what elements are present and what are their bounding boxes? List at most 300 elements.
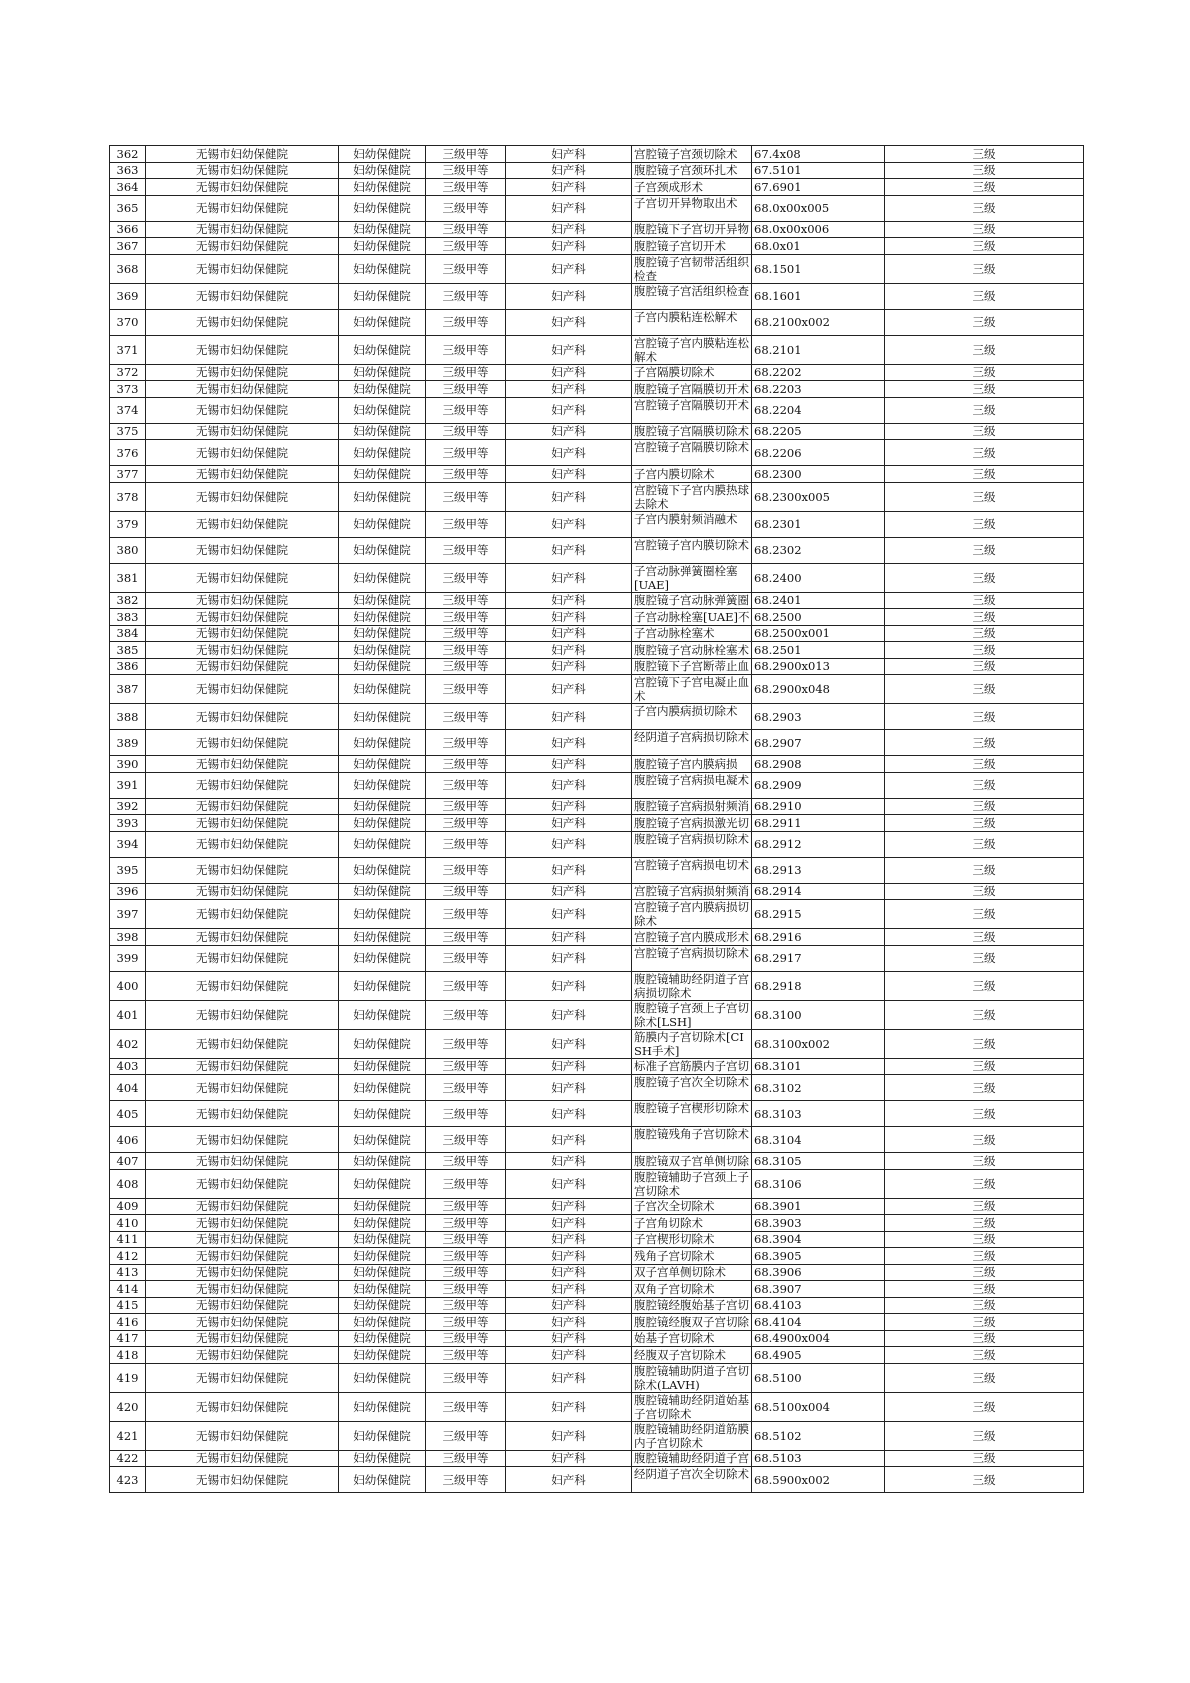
grade-cell: 三级甲等 [426, 609, 506, 626]
procedure-code-cell: 68.2101 [752, 335, 885, 364]
row-number-cell: 387 [110, 675, 146, 704]
department-cell: 妇产科 [506, 756, 632, 773]
department-cell: 妇产科 [506, 658, 632, 675]
row-number-cell: 374 [110, 397, 146, 423]
grade-cell: 三级甲等 [426, 1314, 506, 1331]
surgery-level-cell: 三级 [885, 658, 1084, 675]
institution-type-cell: 妇幼保健院 [339, 675, 426, 704]
table-row [110, 730, 1084, 756]
surgery-level-cell: 三级 [885, 283, 1084, 309]
department-cell: 妇产科 [506, 364, 632, 381]
hospital-cell: 无锡市妇幼保健院 [146, 929, 339, 946]
institution-type-cell: 妇幼保健院 [339, 798, 426, 815]
procedure-code-cell: 68.3102 [752, 1075, 885, 1101]
department-cell: 妇产科 [506, 971, 632, 1000]
grade-cell: 三级甲等 [426, 335, 506, 364]
procedure-name-cell: 子宫角切除术 [632, 1215, 752, 1232]
procedure-code-cell: 68.0x00x006 [752, 221, 885, 238]
institution-type-cell: 妇幼保健院 [339, 511, 426, 537]
row-number-cell: 415 [110, 1297, 146, 1314]
grade-cell: 三级甲等 [426, 857, 506, 883]
surgery-level-cell: 三级 [885, 146, 1084, 163]
row-number-cell: 421 [110, 1421, 146, 1450]
table-row [110, 397, 1084, 423]
surgery-level-cell: 三级 [885, 772, 1084, 798]
surgery-level-cell: 三级 [885, 254, 1084, 283]
table-row [110, 883, 1084, 900]
table-row [110, 1101, 1084, 1127]
procedure-code-cell: 68.2204 [752, 397, 885, 423]
row-number-cell: 412 [110, 1248, 146, 1265]
surgery-level-cell: 三级 [885, 335, 1084, 364]
procedure-code-cell: 68.3904 [752, 1231, 885, 1248]
department-cell: 妇产科 [506, 675, 632, 704]
procedure-code-cell: 68.3103 [752, 1101, 885, 1127]
procedure-name-cell: 子宫内膜粘连松解术 [632, 309, 752, 335]
institution-type-cell: 妇幼保健院 [339, 642, 426, 659]
hospital-cell: 无锡市妇幼保健院 [146, 423, 339, 440]
row-number-cell: 403 [110, 1058, 146, 1075]
hospital-cell: 无锡市妇幼保健院 [146, 162, 339, 179]
grade-cell: 三级甲等 [426, 146, 506, 163]
grade-cell: 三级甲等 [426, 309, 506, 335]
institution-type-cell: 妇幼保健院 [339, 1000, 426, 1029]
row-number-cell: 392 [110, 798, 146, 815]
table-row [110, 1347, 1084, 1364]
table-row [110, 815, 1084, 832]
row-number-cell: 397 [110, 900, 146, 929]
procedure-name-cell: 腹腔镜子宫内膜病损 [632, 756, 752, 773]
department-cell: 妇产科 [506, 254, 632, 283]
row-number-cell: 363 [110, 162, 146, 179]
surgery-level-cell: 三级 [885, 704, 1084, 730]
department-cell: 妇产科 [506, 397, 632, 423]
surgery-level-cell: 三级 [885, 1000, 1084, 1029]
hospital-cell: 无锡市妇幼保健院 [146, 1314, 339, 1331]
department-cell: 妇产科 [506, 642, 632, 659]
surgery-level-cell: 三级 [885, 625, 1084, 642]
procedure-name-cell: 腹腔镜下子宫断蒂止血 [632, 658, 752, 675]
grade-cell: 三级甲等 [426, 537, 506, 563]
row-number-cell: 381 [110, 563, 146, 592]
surgery-level-cell: 三级 [885, 929, 1084, 946]
department-cell: 妇产科 [506, 563, 632, 592]
department-cell: 妇产科 [506, 221, 632, 238]
institution-type-cell: 妇幼保健院 [339, 1058, 426, 1075]
surgery-level-cell: 三级 [885, 179, 1084, 196]
hospital-cell: 无锡市妇幼保健院 [146, 1297, 339, 1314]
department-cell: 妇产科 [506, 423, 632, 440]
surgery-level-cell: 三级 [885, 440, 1084, 466]
table-row [110, 772, 1084, 798]
grade-cell: 三级甲等 [426, 466, 506, 483]
row-number-cell: 419 [110, 1363, 146, 1392]
row-number-cell: 376 [110, 440, 146, 466]
procedure-name-cell: 腹腔镜辅助经阴道子宫病损切除术 [632, 971, 752, 1000]
procedure-code-cell: 67.5101 [752, 162, 885, 179]
procedure-name-cell: 宫腔镜子宫病损切除术 [632, 945, 752, 971]
table-row [110, 423, 1084, 440]
hospital-cell: 无锡市妇幼保健院 [146, 1248, 339, 1265]
hospital-cell: 无锡市妇幼保健院 [146, 482, 339, 511]
row-number-cell: 370 [110, 309, 146, 335]
table-row [110, 857, 1084, 883]
institution-type-cell: 妇幼保健院 [339, 381, 426, 398]
row-number-cell: 401 [110, 1000, 146, 1029]
procedure-code-cell: 68.2913 [752, 857, 885, 883]
grade-cell: 三级甲等 [426, 1169, 506, 1198]
surgery-level-cell: 三级 [885, 1421, 1084, 1450]
table-row [110, 1231, 1084, 1248]
procedure-name-cell: 双子宫单侧切除术 [632, 1264, 752, 1281]
grade-cell: 三级甲等 [426, 1075, 506, 1101]
institution-type-cell: 妇幼保健院 [339, 1075, 426, 1101]
surgery-level-cell: 三级 [885, 730, 1084, 756]
row-number-cell: 400 [110, 971, 146, 1000]
hospital-cell: 无锡市妇幼保健院 [146, 1215, 339, 1232]
procedure-code-cell: 68.4900x004 [752, 1330, 885, 1347]
grade-cell: 三级甲等 [426, 883, 506, 900]
institution-type-cell: 妇幼保健院 [339, 397, 426, 423]
institution-type-cell: 妇幼保健院 [339, 1169, 426, 1198]
department-cell: 妇产科 [506, 537, 632, 563]
row-number-cell: 394 [110, 831, 146, 857]
hospital-cell: 无锡市妇幼保健院 [146, 1198, 339, 1215]
procedure-code-cell: 68.2500x001 [752, 625, 885, 642]
surgery-level-cell: 三级 [885, 1363, 1084, 1392]
grade-cell: 三级甲等 [426, 238, 506, 255]
surgery-level-cell: 三级 [885, 1314, 1084, 1331]
hospital-cell: 无锡市妇幼保健院 [146, 1264, 339, 1281]
department-cell: 妇产科 [506, 815, 632, 832]
procedure-code-cell: 68.4905 [752, 1347, 885, 1364]
grade-cell: 三级甲等 [426, 1248, 506, 1265]
procedure-code-cell: 68.2916 [752, 929, 885, 946]
procedure-name-cell: 腹腔镜子宫病损切除术 [632, 831, 752, 857]
grade-cell: 三级甲等 [426, 1450, 506, 1467]
surgery-level-cell: 三级 [885, 381, 1084, 398]
department-cell: 妇产科 [506, 335, 632, 364]
institution-type-cell: 妇幼保健院 [339, 756, 426, 773]
row-number-cell: 402 [110, 1029, 146, 1058]
department-cell: 妇产科 [506, 609, 632, 626]
hospital-cell: 无锡市妇幼保健院 [146, 1169, 339, 1198]
grade-cell: 三级甲等 [426, 1392, 506, 1421]
procedure-code-cell: 68.3903 [752, 1215, 885, 1232]
department-cell: 妇产科 [506, 195, 632, 221]
grade-cell: 三级甲等 [426, 423, 506, 440]
procedure-name-cell: 筋膜内子宫切除术[CISH手术] [632, 1029, 752, 1058]
table-row [110, 1421, 1084, 1450]
hospital-cell: 无锡市妇幼保健院 [146, 772, 339, 798]
procedure-code-cell: 68.2500 [752, 609, 885, 626]
surgery-level-cell: 三级 [885, 1281, 1084, 1298]
procedure-name-cell: 腹腔镜经腹始基子宫切 [632, 1297, 752, 1314]
procedure-name-cell: 子宫楔形切除术 [632, 1231, 752, 1248]
table-row [110, 146, 1084, 163]
department-cell: 妇产科 [506, 1075, 632, 1101]
row-number-cell: 384 [110, 625, 146, 642]
hospital-cell: 无锡市妇幼保健院 [146, 254, 339, 283]
institution-type-cell: 妇幼保健院 [339, 1215, 426, 1232]
procedure-code-cell: 68.2909 [752, 772, 885, 798]
procedure-name-cell: 腹腔镜子宫颈上子宫切除术[LSH] [632, 1000, 752, 1029]
row-number-cell: 375 [110, 423, 146, 440]
institution-type-cell: 妇幼保健院 [339, 537, 426, 563]
grade-cell: 三级甲等 [426, 1330, 506, 1347]
surgery-level-cell: 三级 [885, 883, 1084, 900]
institution-type-cell: 妇幼保健院 [339, 929, 426, 946]
row-number-cell: 416 [110, 1314, 146, 1331]
department-cell: 妇产科 [506, 1029, 632, 1058]
surgery-level-cell: 三级 [885, 1330, 1084, 1347]
department-cell: 妇产科 [506, 929, 632, 946]
table-row [110, 1248, 1084, 1265]
table-row [110, 831, 1084, 857]
procedure-name-cell: 腹腔镜子宫隔膜切除术 [632, 423, 752, 440]
surgery-level-cell: 三级 [885, 1029, 1084, 1058]
procedure-code-cell: 68.1501 [752, 254, 885, 283]
institution-type-cell: 妇幼保健院 [339, 815, 426, 832]
department-cell: 妇产科 [506, 900, 632, 929]
procedure-name-cell: 腹腔镜子宫颈环扎术 [632, 162, 752, 179]
row-number-cell: 409 [110, 1198, 146, 1215]
procedure-name-cell: 腹腔镜下子宫切开异物 [632, 221, 752, 238]
hospital-cell: 无锡市妇幼保健院 [146, 466, 339, 483]
procedure-name-cell: 腹腔镜子宫病损射频消 [632, 798, 752, 815]
department-cell: 妇产科 [506, 1058, 632, 1075]
surgery-level-cell: 三级 [885, 609, 1084, 626]
procedure-name-cell: 宫腔镜子宫病损射频消 [632, 883, 752, 900]
grade-cell: 三级甲等 [426, 815, 506, 832]
institution-type-cell: 妇幼保健院 [339, 1467, 426, 1493]
procedure-name-cell: 腹腔镜子宫切开术 [632, 238, 752, 255]
institution-type-cell: 妇幼保健院 [339, 309, 426, 335]
hospital-cell: 无锡市妇幼保健院 [146, 335, 339, 364]
hospital-cell: 无锡市妇幼保健院 [146, 592, 339, 609]
procedure-code-cell: 68.2910 [752, 798, 885, 815]
table-row [110, 945, 1084, 971]
grade-cell: 三级甲等 [426, 772, 506, 798]
institution-type-cell: 妇幼保健院 [339, 658, 426, 675]
institution-type-cell: 妇幼保健院 [339, 238, 426, 255]
institution-type-cell: 妇幼保健院 [339, 971, 426, 1000]
procedure-name-cell: 宫腔镜子宫内膜成形术 [632, 929, 752, 946]
procedure-name-cell: 经阴道子宫病损切除术 [632, 730, 752, 756]
grade-cell: 三级甲等 [426, 658, 506, 675]
surgery-level-cell: 三级 [885, 1198, 1084, 1215]
procedure-name-cell: 腹腔镜辅助经阴道筋膜内子宫切除术 [632, 1421, 752, 1450]
surgery-level-cell: 三级 [885, 857, 1084, 883]
department-cell: 妇产科 [506, 798, 632, 815]
institution-type-cell: 妇幼保健院 [339, 704, 426, 730]
procedure-code-cell: 68.2100x002 [752, 309, 885, 335]
department-cell: 妇产科 [506, 511, 632, 537]
procedure-name-cell: 子宫颈成形术 [632, 179, 752, 196]
department-cell: 妇产科 [506, 309, 632, 335]
procedure-code-cell: 68.0x01 [752, 238, 885, 255]
row-number-cell: 411 [110, 1231, 146, 1248]
surgery-level-cell: 三级 [885, 1101, 1084, 1127]
procedure-code-cell: 68.2917 [752, 945, 885, 971]
table-row [110, 675, 1084, 704]
procedure-name-cell: 残角子宫切除术 [632, 1248, 752, 1265]
hospital-cell: 无锡市妇幼保健院 [146, 1363, 339, 1392]
table-row [110, 563, 1084, 592]
procedure-name-cell: 腹腔镜子宫动脉弹簧圈 [632, 592, 752, 609]
hospital-cell: 无锡市妇幼保健院 [146, 730, 339, 756]
institution-type-cell: 妇幼保健院 [339, 1264, 426, 1281]
grade-cell: 三级甲等 [426, 381, 506, 398]
row-number-cell: 364 [110, 179, 146, 196]
procedure-code-cell: 68.3104 [752, 1127, 885, 1153]
institution-type-cell: 妇幼保健院 [339, 1363, 426, 1392]
department-cell: 妇产科 [506, 1231, 632, 1248]
institution-type-cell: 妇幼保健院 [339, 900, 426, 929]
hospital-cell: 无锡市妇幼保健院 [146, 195, 339, 221]
row-number-cell: 423 [110, 1467, 146, 1493]
grade-cell: 三级甲等 [426, 1264, 506, 1281]
institution-type-cell: 妇幼保健院 [339, 592, 426, 609]
row-number-cell: 396 [110, 883, 146, 900]
surgery-level-cell: 三级 [885, 831, 1084, 857]
procedure-name-cell: 宫腔镜子宫内膜病损切除术 [632, 900, 752, 929]
procedure-name-cell: 子宫隔膜切除术 [632, 364, 752, 381]
institution-type-cell: 妇幼保健院 [339, 772, 426, 798]
department-cell: 妇产科 [506, 179, 632, 196]
institution-type-cell: 妇幼保健院 [339, 831, 426, 857]
institution-type-cell: 妇幼保健院 [339, 1297, 426, 1314]
procedure-name-cell: 腹腔镜子宫活组织检查 [632, 283, 752, 309]
table-row [110, 1169, 1084, 1198]
procedure-code-cell: 68.2907 [752, 730, 885, 756]
hospital-cell: 无锡市妇幼保健院 [146, 1029, 339, 1058]
grade-cell: 三级甲等 [426, 162, 506, 179]
procedure-code-cell: 68.2206 [752, 440, 885, 466]
procedure-code-cell: 68.3906 [752, 1264, 885, 1281]
hospital-cell: 无锡市妇幼保健院 [146, 1231, 339, 1248]
row-number-cell: 383 [110, 609, 146, 626]
grade-cell: 三级甲等 [426, 1281, 506, 1298]
procedure-code-cell: 68.2400 [752, 563, 885, 592]
surgery-level-cell: 三级 [885, 1127, 1084, 1153]
department-cell: 妇产科 [506, 1248, 632, 1265]
table-row [110, 1264, 1084, 1281]
procedure-code-cell: 68.2302 [752, 537, 885, 563]
hospital-cell: 无锡市妇幼保健院 [146, 1467, 339, 1493]
hospital-cell: 无锡市妇幼保健院 [146, 1347, 339, 1364]
department-cell: 妇产科 [506, 1264, 632, 1281]
row-number-cell: 385 [110, 642, 146, 659]
table-row [110, 440, 1084, 466]
row-number-cell: 420 [110, 1392, 146, 1421]
grade-cell: 三级甲等 [426, 756, 506, 773]
surgery-level-cell: 三级 [885, 1215, 1084, 1232]
procedure-name-cell: 腹腔镜经腹双子宫切除 [632, 1314, 752, 1331]
row-number-cell: 418 [110, 1347, 146, 1364]
row-number-cell: 422 [110, 1450, 146, 1467]
hospital-cell: 无锡市妇幼保健院 [146, 704, 339, 730]
department-cell: 妇产科 [506, 1363, 632, 1392]
row-number-cell: 373 [110, 381, 146, 398]
procedure-name-cell: 腹腔镜子宫韧带活组织检查 [632, 254, 752, 283]
grade-cell: 三级甲等 [426, 798, 506, 815]
grade-cell: 三级甲等 [426, 971, 506, 1000]
hospital-cell: 无锡市妇幼保健院 [146, 1450, 339, 1467]
surgery-level-cell: 三级 [885, 1075, 1084, 1101]
procedure-name-cell: 宫腔镜子宫隔膜切除术 [632, 440, 752, 466]
hospital-cell: 无锡市妇幼保健院 [146, 1421, 339, 1450]
table-row [110, 1450, 1084, 1467]
procedure-name-cell: 腹腔镜辅助经阴道子宫 [632, 1450, 752, 1467]
procedure-name-cell: 标准子宫筋膜内子宫切 [632, 1058, 752, 1075]
hospital-cell: 无锡市妇幼保健院 [146, 179, 339, 196]
procedure-name-cell: 宫腔镜下子宫内膜热球去除术 [632, 482, 752, 511]
hospital-cell: 无锡市妇幼保健院 [146, 537, 339, 563]
row-number-cell: 390 [110, 756, 146, 773]
table-row [110, 1392, 1084, 1421]
institution-type-cell: 妇幼保健院 [339, 179, 426, 196]
hospital-cell: 无锡市妇幼保健院 [146, 900, 339, 929]
hospital-cell: 无锡市妇幼保健院 [146, 883, 339, 900]
institution-type-cell: 妇幼保健院 [339, 730, 426, 756]
department-cell: 妇产科 [506, 466, 632, 483]
institution-type-cell: 妇幼保健院 [339, 195, 426, 221]
row-number-cell: 405 [110, 1101, 146, 1127]
procedure-code-cell: 68.3106 [752, 1169, 885, 1198]
department-cell: 妇产科 [506, 238, 632, 255]
table-row [110, 381, 1084, 398]
surgery-level-cell: 三级 [885, 815, 1084, 832]
grade-cell: 三级甲等 [426, 592, 506, 609]
surgery-level-cell: 三级 [885, 1347, 1084, 1364]
table-row [110, 511, 1084, 537]
institution-type-cell: 妇幼保健院 [339, 945, 426, 971]
row-number-cell: 362 [110, 146, 146, 163]
table-body [110, 146, 1084, 1493]
procedure-name-cell: 宫腔镜下子宫电凝止血术 [632, 675, 752, 704]
procedure-name-cell: 腹腔镜辅助阴道子宫切除术(LAVH) [632, 1363, 752, 1392]
table-row [110, 283, 1084, 309]
department-cell: 妇产科 [506, 482, 632, 511]
table-row [110, 1198, 1084, 1215]
procedure-code-cell: 68.2501 [752, 642, 885, 659]
table-row [110, 1075, 1084, 1101]
procedure-name-cell: 子宫内膜病损切除术 [632, 704, 752, 730]
table-row [110, 162, 1084, 179]
procedure-code-cell: 68.2301 [752, 511, 885, 537]
department-cell: 妇产科 [506, 1421, 632, 1450]
row-number-cell: 410 [110, 1215, 146, 1232]
procedure-name-cell: 宫腔镜子宫内膜粘连松解术 [632, 335, 752, 364]
row-number-cell: 377 [110, 466, 146, 483]
grade-cell: 三级甲等 [426, 482, 506, 511]
procedure-code-cell: 68.5900x002 [752, 1467, 885, 1493]
surgery-level-cell: 三级 [885, 945, 1084, 971]
table-row [110, 1281, 1084, 1298]
procedure-name-cell: 腹腔镜子宫动脉栓塞术 [632, 642, 752, 659]
row-number-cell: 365 [110, 195, 146, 221]
procedure-name-cell: 腹腔镜辅助经阴道始基子宫切除术 [632, 1392, 752, 1421]
table-row [110, 609, 1084, 626]
row-number-cell: 413 [110, 1264, 146, 1281]
procedure-name-cell: 子宫动脉栓塞[UAE]不 [632, 609, 752, 626]
procedure-code-cell: 68.2900x048 [752, 675, 885, 704]
grade-cell: 三级甲等 [426, 945, 506, 971]
department-cell: 妇产科 [506, 1000, 632, 1029]
hospital-cell: 无锡市妇幼保健院 [146, 1392, 339, 1421]
hospital-cell: 无锡市妇幼保健院 [146, 283, 339, 309]
